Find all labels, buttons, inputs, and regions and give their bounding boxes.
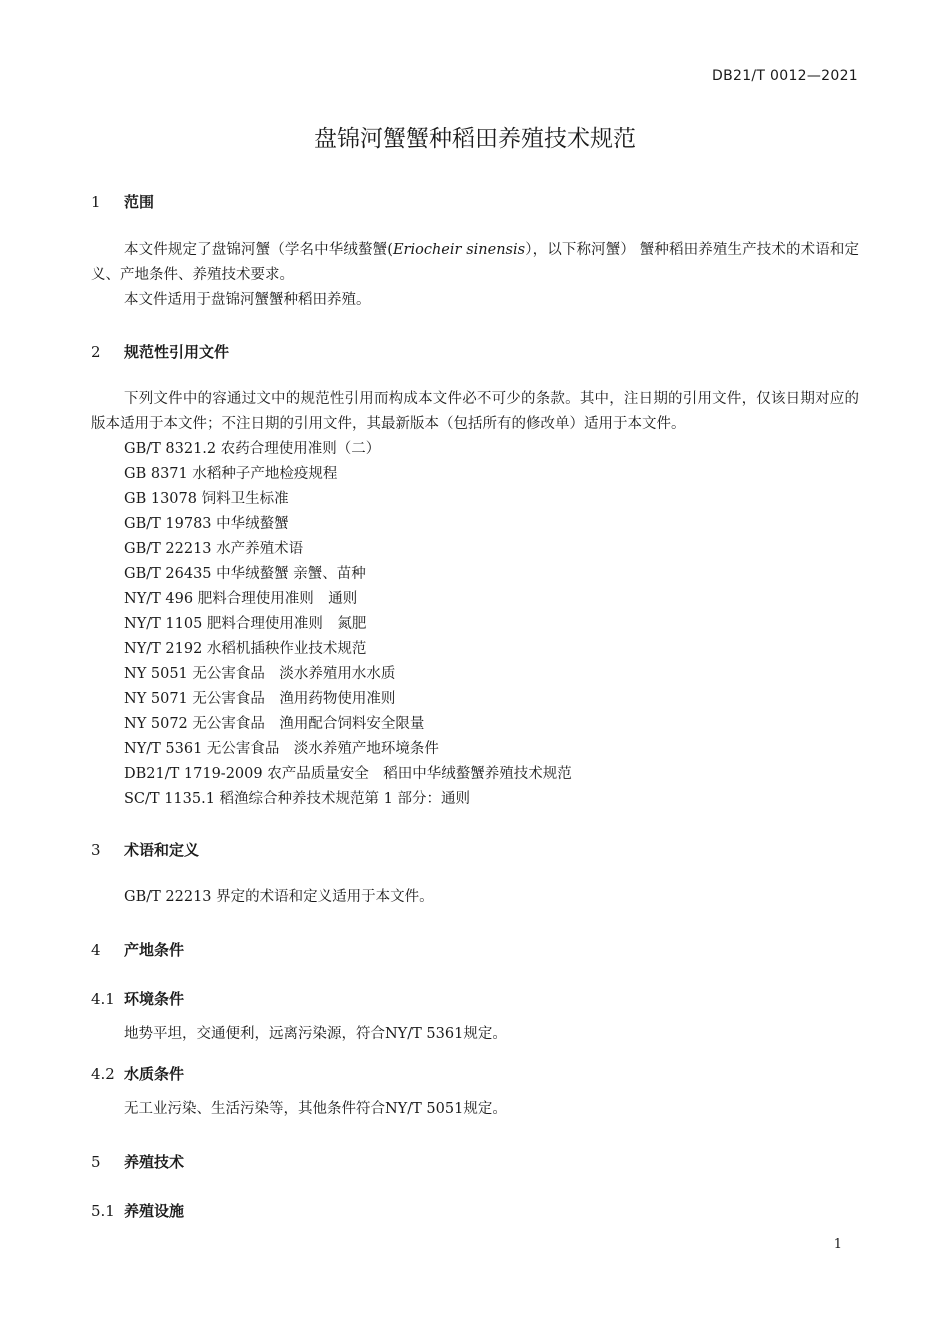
reference-list bbox=[124, 437, 572, 812]
reference-item: NY/T 2192 水稻机插秧作业技术规范 bbox=[124, 641, 367, 657]
terms-text: GB/T 22213 界定的术语和定义适用于本文件。 bbox=[124, 889, 434, 905]
reference-item: GB 13078 饲料卫生标准 bbox=[124, 491, 289, 507]
section-number: 1 bbox=[91, 193, 101, 211]
section-2-heading bbox=[91, 341, 229, 362]
reference-item: SC/T 1135.1 稻渔综合种养技术规范第 1 部分：通则 bbox=[124, 791, 470, 807]
section-4-1-heading bbox=[91, 988, 184, 1009]
scientific-name: Eriocheir sinensis bbox=[392, 242, 526, 258]
reference-item: DB21/T 1719-2009 农产品质量安全 稻田中华绒螯蟹养殖技术规范 bbox=[124, 766, 572, 782]
reference-item: NY/T 1105 肥料合理使用准则 氮肥 bbox=[124, 616, 367, 632]
reference-item: NY 5051 无公害食品 淡水养殖用水水质 bbox=[124, 666, 396, 682]
document-title: 盘锦河蟹蟹种稻田养殖技术规范 bbox=[314, 126, 636, 152]
reference-item: NY/T 5361 无公害食品 淡水养殖产地环境条件 bbox=[124, 741, 439, 757]
section-4-2-heading bbox=[91, 1063, 184, 1084]
section-title: 养殖设施 bbox=[124, 1202, 185, 1220]
section-title: 产地条件 bbox=[124, 941, 185, 959]
section-title: 水质条件 bbox=[124, 1065, 185, 1083]
reference-item: GB/T 22213 水产养殖术语 bbox=[124, 541, 304, 557]
section-number: 5.1 bbox=[91, 1202, 115, 1220]
section-5-heading bbox=[91, 1151, 184, 1172]
section-4-heading bbox=[91, 939, 184, 960]
reference-item: NY 5072 无公害食品 渔用配合饲料安全限量 bbox=[124, 716, 425, 732]
section-5-1-heading bbox=[91, 1200, 184, 1221]
scope-text-end: ），以下称河蟹） 蟹种稻田养殖生产技术的术语和定义、产地条件、养殖技术要求。 bbox=[91, 242, 859, 283]
section-title: 规范性引用文件 bbox=[124, 343, 230, 361]
section-number: 4.2 bbox=[91, 1065, 115, 1083]
section-number: 2 bbox=[91, 343, 101, 361]
reference-item: GB 8371 水稻种子产地检疫规程 bbox=[124, 466, 338, 482]
scope-text-start: 本文件规定了盘锦河蟹（学名中华绒螯蟹( bbox=[124, 242, 393, 258]
reference-item: GB/T 26435 中华绒螯蟹 亲蟹、苗种 bbox=[124, 566, 366, 582]
section-title: 术语和定义 bbox=[124, 841, 200, 859]
section-number: 4.1 bbox=[91, 990, 115, 1008]
section-1-heading bbox=[91, 191, 154, 212]
section-3-heading bbox=[91, 839, 199, 860]
environment-text: 地势平坦，交通便利，远离污染源，符合NY/T 5361规定。 bbox=[124, 1026, 507, 1042]
references-intro: 下列文件中的容通过文中的规范性引用而构成本文件必不可少的条款。其中，注日期的引用文件，仅该日期对应的版本适用于本文件；不注日期的引用文件，其最新版本（包括所有的修改单）适用于本文件。 bbox=[91, 391, 859, 432]
reference-item: NY/T 496 肥料合理使用准则 通则 bbox=[124, 591, 358, 607]
section-number: 4 bbox=[91, 941, 101, 959]
section-number: 5 bbox=[91, 1153, 101, 1171]
section-title: 范围 bbox=[124, 193, 155, 211]
scope-paragraph-1 bbox=[91, 238, 859, 288]
scope-paragraph-2: 本文件适用于盘锦河蟹蟹种稻田养殖。 bbox=[124, 292, 371, 308]
section-number: 3 bbox=[91, 841, 101, 859]
section-title: 养殖技术 bbox=[124, 1153, 185, 1171]
reference-item: NY 5071 无公害食品 渔用药物使用准则 bbox=[124, 691, 396, 707]
page-number: 1 bbox=[833, 1237, 842, 1252]
reference-item: GB/T 8321.2 农药合理使用准则（二） bbox=[124, 441, 381, 457]
water-quality-text: 无工业污染、生活污染等，其他条件符合NY/T 5051规定。 bbox=[124, 1101, 507, 1117]
document-code: DB21/T 0012—2021 bbox=[712, 68, 858, 84]
section-title: 环境条件 bbox=[124, 990, 185, 1008]
reference-item: GB/T 19783 中华绒螯蟹 bbox=[124, 516, 289, 532]
